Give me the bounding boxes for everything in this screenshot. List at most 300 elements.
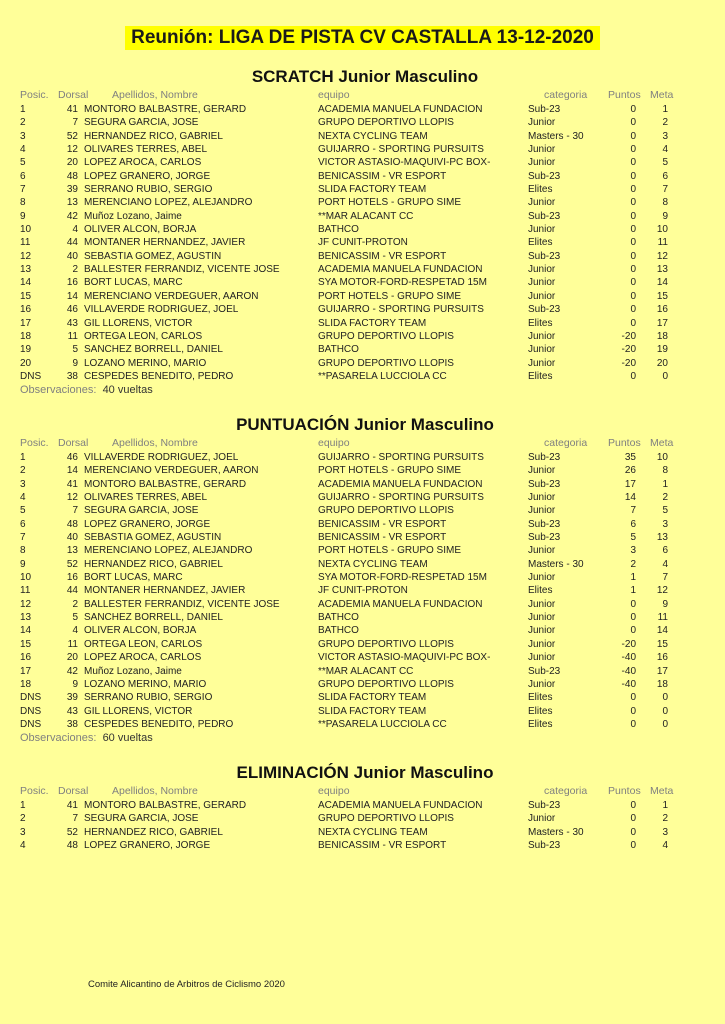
cell-pos: 3 <box>20 826 26 838</box>
cell-pos: 7 <box>20 184 26 196</box>
cell-pos: DNS <box>20 370 42 382</box>
table-row <box>20 210 710 223</box>
cell-pts: 0 <box>630 117 636 129</box>
cell-pos: 10 <box>20 224 32 236</box>
cell-meta: 19 <box>656 344 668 356</box>
cell-meta: 12 <box>656 585 668 597</box>
cell-team: SLIDA FACTORY TEAM <box>318 705 427 717</box>
cell-name: LOPEZ GRANERO, JORGE <box>84 840 211 852</box>
cell-cat: Sub-23 <box>528 518 561 530</box>
cell-team: JF CUNIT-PROTON <box>318 237 408 249</box>
cell-meta: 2 <box>662 813 668 825</box>
cell-team: SLIDA FACTORY TEAM <box>318 184 427 196</box>
cell-team: **PASARELA LUCCIOLA CC <box>318 718 447 730</box>
cell-pos: 1 <box>20 104 26 115</box>
column-header-pos: Posic. <box>20 437 49 449</box>
table-row <box>20 839 710 852</box>
cell-meta: 0 <box>662 370 668 382</box>
table-row <box>20 223 710 236</box>
cell-pos: 6 <box>20 518 26 530</box>
cell-name: BALLESTER FERRANDIZ, VICENTE JOSE <box>84 598 280 610</box>
cell-dorsal: 38 <box>66 370 78 382</box>
table-row <box>20 478 710 491</box>
cell-team: SLIDA FACTORY TEAM <box>318 692 427 704</box>
cell-pts: 0 <box>630 210 636 222</box>
cell-dorsal: 14 <box>66 465 78 477</box>
cell-name: CESPEDES BENEDITO, PEDRO <box>84 370 234 382</box>
cell-dorsal: 46 <box>66 452 78 463</box>
cell-dorsal: 41 <box>66 800 78 811</box>
section-scratch <box>20 66 710 398</box>
cell-cat: Junior <box>528 330 556 342</box>
cell-pts: 0 <box>630 130 636 142</box>
cell-team: NEXTA CYCLING TEAM <box>318 826 428 838</box>
cell-cat: Junior <box>528 357 556 369</box>
cell-meta: 16 <box>656 304 668 316</box>
cell-name: MONTORO BALBASTRE, GERARD <box>84 478 247 490</box>
cell-cat: Sub-23 <box>528 840 561 852</box>
table-row <box>20 116 710 129</box>
cell-pos: 4 <box>20 492 26 504</box>
cell-meta: 17 <box>656 665 668 677</box>
cell-meta: 5 <box>662 157 668 169</box>
table-row <box>20 236 710 249</box>
cell-meta: 9 <box>662 598 668 610</box>
column-header-team: equipo <box>318 785 350 797</box>
table-row <box>20 343 710 356</box>
column-header-pos: Posic. <box>20 89 49 101</box>
cell-dorsal: 48 <box>66 518 78 530</box>
cell-dorsal: 43 <box>66 317 78 329</box>
cell-team: GRUPO DEPORTIVO LLOPIS <box>318 505 454 517</box>
cell-cat: Elites <box>528 692 553 704</box>
cell-pos: 12 <box>20 598 32 610</box>
cell-name: LOZANO MERINO, MARIO <box>84 678 207 690</box>
cell-dorsal: 46 <box>66 304 78 316</box>
cell-name: OLIVER ALCON, BORJA <box>84 625 197 637</box>
cell-cat: Sub-23 <box>528 304 561 316</box>
title-wrap <box>0 26 725 50</box>
cell-name: MONTORO BALBASTRE, GERARD <box>84 800 247 811</box>
cell-meta: 8 <box>662 465 668 477</box>
cell-name: HERNANDEZ RICO, GABRIEL <box>84 826 223 838</box>
cell-dorsal: 41 <box>66 104 78 115</box>
cell-cat: Junior <box>528 505 556 517</box>
cell-pos: 8 <box>20 197 26 209</box>
cell-meta: 16 <box>656 652 668 664</box>
cell-cat: Junior <box>528 678 556 690</box>
column-header-team: equipo <box>318 437 350 449</box>
cell-meta: 15 <box>656 290 668 302</box>
cell-team: GUIJARRO - SPORTING PURSUITS <box>318 144 484 156</box>
cell-pos: 3 <box>20 130 26 142</box>
cell-cat: Junior <box>528 638 556 650</box>
cell-meta: 17 <box>656 317 668 329</box>
cell-team: SLIDA FACTORY TEAM <box>318 317 427 329</box>
table-row <box>20 130 710 143</box>
cell-name: LOPEZ AROCA, CARLOS <box>84 652 202 664</box>
cell-name: SEGURA GARCIA, JOSE <box>84 117 199 129</box>
table-row <box>20 665 710 678</box>
table-row <box>20 196 710 209</box>
cell-pos: 10 <box>20 572 32 584</box>
column-header-dorsal: Dorsal <box>58 89 89 101</box>
cell-meta: 10 <box>656 452 668 463</box>
cell-team: SYA MOTOR-FORD-RESPETAD 15M <box>318 277 487 289</box>
cell-meta: 7 <box>662 572 668 584</box>
table-row <box>20 451 710 464</box>
cell-pts: 0 <box>630 264 636 276</box>
table-row <box>20 357 710 370</box>
cell-name: MERENCIANO LOPEZ, ALEJANDRO <box>84 545 253 557</box>
cell-cat: Junior <box>528 612 556 624</box>
cell-pos: 9 <box>20 210 26 222</box>
cell-pos: 14 <box>20 277 32 289</box>
cell-dorsal: 39 <box>66 692 78 704</box>
cell-dorsal: 52 <box>66 826 78 838</box>
cell-dorsal: 38 <box>66 718 78 730</box>
cell-dorsal: 44 <box>66 237 78 249</box>
cell-meta: 0 <box>662 692 668 704</box>
column-header-cat: categoria <box>544 785 588 797</box>
cell-team: **MAR ALACANT CC <box>318 665 414 677</box>
cell-meta: 15 <box>656 638 668 650</box>
cell-pts: 0 <box>630 598 636 610</box>
table-row <box>20 799 710 812</box>
cell-meta: 4 <box>662 144 668 156</box>
cell-team: ACADEMIA MANUELA FUNDACION <box>318 264 483 276</box>
cell-pos: 2 <box>20 117 26 129</box>
cell-pts: 0 <box>630 277 636 289</box>
cell-name: Muñoz Lozano, Jaime <box>84 210 182 222</box>
cell-meta: 11 <box>657 237 668 249</box>
cell-team: PORT HOTELS - GRUPO SIME <box>318 197 461 209</box>
cell-pos: 19 <box>20 344 32 356</box>
cell-dorsal: 20 <box>66 652 78 664</box>
cell-meta: 13 <box>656 532 668 544</box>
cell-pos: 17 <box>20 317 32 329</box>
cell-name: LOZANO MERINO, MARIO <box>84 357 207 369</box>
cell-meta: 3 <box>662 130 668 142</box>
cell-team: PORT HOTELS - GRUPO SIME <box>318 465 461 477</box>
cell-team: GUIJARRO - SPORTING PURSUITS <box>318 492 484 504</box>
cell-name: SEGURA GARCIA, JOSE <box>84 813 199 825</box>
table-row <box>20 558 710 571</box>
cell-pos: 2 <box>20 465 26 477</box>
cell-team: BENICASSIM - VR ESPORT <box>318 518 447 530</box>
cell-cat: Elites <box>528 237 553 249</box>
cell-cat: Junior <box>528 545 556 557</box>
cell-name: SEGURA GARCIA, JOSE <box>84 505 199 517</box>
cell-team: BATHCO <box>318 625 359 637</box>
column-header-name: Apellidos, Nombre <box>112 785 198 797</box>
cell-pos: 1 <box>20 452 26 463</box>
cell-cat: Elites <box>528 370 553 382</box>
cell-name: VILLAVERDE RODRIGUEZ, JOEL <box>84 304 239 316</box>
cell-cat: Junior <box>528 652 556 664</box>
cell-cat: Sub-23 <box>528 800 561 811</box>
cell-name: BORT LUCAS, MARC <box>84 277 183 289</box>
cell-dorsal: 48 <box>66 170 78 182</box>
cell-meta: 1 <box>662 104 668 115</box>
cell-team: ACADEMIA MANUELA FUNDACION <box>318 598 483 610</box>
cell-team: BATHCO <box>318 344 359 356</box>
table-row <box>20 826 710 839</box>
cell-meta: 6 <box>662 170 668 182</box>
cell-pts: 0 <box>630 317 636 329</box>
cell-pts: 0 <box>630 826 636 838</box>
cell-pts: 6 <box>630 518 636 530</box>
cell-pos: 13 <box>20 612 32 624</box>
cell-name: LOPEZ AROCA, CARLOS <box>84 157 202 169</box>
column-header-dorsal: Dorsal <box>58 785 89 797</box>
cell-cat: Junior <box>528 224 556 236</box>
column-header-pos: Posic. <box>20 785 49 797</box>
cell-name: MERENCIANO VERDEGUER, AARON <box>84 290 259 302</box>
cell-name: SERRANO RUBIO, SERGIO <box>84 692 213 704</box>
table-row <box>20 584 710 597</box>
cell-dorsal: 13 <box>66 197 78 209</box>
table-row <box>20 330 710 343</box>
cell-pts: 0 <box>630 184 636 196</box>
cell-pos: 13 <box>20 264 32 276</box>
cell-meta: 11 <box>657 612 668 624</box>
cell-pts: 2 <box>630 558 636 570</box>
cell-pos: 16 <box>20 304 32 316</box>
cell-team: NEXTA CYCLING TEAM <box>318 558 428 570</box>
cell-dorsal: 44 <box>66 585 78 597</box>
column-header-meta: Meta <box>650 89 674 101</box>
cell-dorsal: 9 <box>72 678 78 690</box>
table-row <box>20 504 710 517</box>
table-row <box>20 317 710 330</box>
cell-dorsal: 52 <box>66 558 78 570</box>
cell-pts: 0 <box>630 625 636 637</box>
cell-meta: 2 <box>662 117 668 129</box>
cell-cat: Junior <box>528 144 556 156</box>
column-header-pts: Puntos <box>608 437 641 449</box>
cell-pts: 0 <box>630 224 636 236</box>
cell-dorsal: 7 <box>72 505 78 517</box>
cell-pts: 0 <box>630 290 636 302</box>
cell-cat: Junior <box>528 572 556 584</box>
cell-meta: 3 <box>662 518 668 530</box>
table-header <box>20 436 710 451</box>
cell-pts: 26 <box>624 465 636 477</box>
cell-name: LOPEZ GRANERO, JORGE <box>84 170 211 182</box>
cell-pos: 15 <box>20 290 32 302</box>
cell-meta: 0 <box>662 718 668 730</box>
cell-team: BENICASSIM - VR ESPORT <box>318 170 447 182</box>
cell-dorsal: 42 <box>66 665 78 677</box>
cell-name: CESPEDES BENEDITO, PEDRO <box>84 718 234 730</box>
cell-name: GIL LLORENS, VICTOR <box>84 705 193 717</box>
footer-text: Comite Alicantino de Arbitros de Ciclismo 2020 <box>88 979 285 990</box>
table-row <box>20 651 710 664</box>
cell-cat: Elites <box>528 317 553 329</box>
cell-team: VICTOR ASTASIO-MAQUIVI-PC BOX- <box>318 652 491 664</box>
table-row <box>20 678 710 691</box>
cell-name: ORTEGA LEON, CARLOS <box>84 330 203 342</box>
cell-name: Muñoz Lozano, Jaime <box>84 665 182 677</box>
cell-dorsal: 2 <box>72 598 78 610</box>
table-row <box>20 263 710 276</box>
cell-dorsal: 42 <box>66 210 78 222</box>
section-title: ELIMINACIÓN Junior Masculino <box>236 763 494 782</box>
cell-dorsal: 16 <box>66 572 78 584</box>
cell-pos: 11 <box>20 585 31 597</box>
observaciones <box>20 731 710 746</box>
table-header <box>20 784 710 799</box>
section-title: PUNTUACIÓN Junior Masculino <box>236 415 494 434</box>
cell-dorsal: 11 <box>67 330 78 342</box>
table-row <box>20 598 710 611</box>
cell-meta: 7 <box>662 184 668 196</box>
cell-cat: Sub-23 <box>528 532 561 544</box>
cell-pos: 12 <box>20 250 32 262</box>
cell-pos: 18 <box>20 678 32 690</box>
cell-team: BENICASSIM - VR ESPORT <box>318 532 447 544</box>
table-row <box>20 491 710 504</box>
cell-meta: 20 <box>656 357 668 369</box>
cell-cat: Sub-23 <box>528 452 561 463</box>
cell-name: OLIVARES TERRES, ABEL <box>84 492 208 504</box>
cell-meta: 3 <box>662 826 668 838</box>
cell-name: MERENCIANO VERDEGUER, AARON <box>84 465 259 477</box>
cell-meta: 1 <box>662 478 668 490</box>
cell-team: BATHCO <box>318 612 359 624</box>
cell-pts: -20 <box>621 357 636 369</box>
cell-meta: 0 <box>662 705 668 717</box>
table-row <box>20 370 710 383</box>
cell-cat: Sub-23 <box>528 478 561 490</box>
cell-team: SYA MOTOR-FORD-RESPETAD 15M <box>318 572 487 584</box>
cell-pts: 0 <box>630 197 636 209</box>
cell-pos: 5 <box>20 505 26 517</box>
cell-pts: 0 <box>630 705 636 717</box>
cell-dorsal: 14 <box>66 290 78 302</box>
cell-cat: Junior <box>528 465 556 477</box>
cell-name: SERRANO RUBIO, SERGIO <box>84 184 213 196</box>
cell-meta: 2 <box>662 492 668 504</box>
cell-name: ORTEGA LEON, CARLOS <box>84 638 203 650</box>
cell-dorsal: 11 <box>67 638 78 650</box>
cell-dorsal: 41 <box>66 478 78 490</box>
cell-pts: 0 <box>630 250 636 262</box>
cell-team: GRUPO DEPORTIVO LLOPIS <box>318 678 454 690</box>
cell-dorsal: 40 <box>66 532 78 544</box>
table-row <box>20 183 710 196</box>
table-row <box>20 611 710 624</box>
cell-pts: 14 <box>624 492 636 504</box>
cell-pts: 0 <box>630 692 636 704</box>
cell-pos: DNS <box>20 718 42 730</box>
table-header <box>20 88 710 103</box>
cell-dorsal: 20 <box>66 157 78 169</box>
cell-pos: 18 <box>20 330 32 342</box>
column-header-meta: Meta <box>650 785 674 797</box>
cell-dorsal: 4 <box>72 224 78 236</box>
cell-pos: 3 <box>20 478 26 490</box>
cell-pos: 20 <box>20 357 32 369</box>
observaciones <box>20 383 710 398</box>
cell-dorsal: 12 <box>66 144 78 156</box>
table-row <box>20 624 710 637</box>
cell-meta: 12 <box>656 250 668 262</box>
cell-name: OLIVER ALCON, BORJA <box>84 224 197 236</box>
cell-cat: Junior <box>528 625 556 637</box>
cell-team: GRUPO DEPORTIVO LLOPIS <box>318 330 454 342</box>
cell-pos: 4 <box>20 840 26 852</box>
cell-cat: Junior <box>528 157 556 169</box>
cell-team: GUIJARRO - SPORTING PURSUITS <box>318 452 484 463</box>
table-row <box>20 290 710 303</box>
cell-name: SANCHEZ BORRELL, DANIEL <box>84 612 223 624</box>
cell-cat: Masters - 30 <box>528 130 584 142</box>
cell-team: PORT HOTELS - GRUPO SIME <box>318 545 461 557</box>
cell-team: BENICASSIM - VR ESPORT <box>318 250 447 262</box>
cell-meta: 6 <box>662 545 668 557</box>
cell-dorsal: 48 <box>66 840 78 852</box>
cell-meta: 1 <box>662 800 668 811</box>
cell-cat: Junior <box>528 264 556 276</box>
cell-team: GRUPO DEPORTIVO LLOPIS <box>318 813 454 825</box>
cell-pts: 17 <box>624 478 636 490</box>
cell-cat: Elites <box>528 184 553 196</box>
cell-meta: 5 <box>662 505 668 517</box>
cell-pts: 0 <box>630 157 636 169</box>
cell-pts: 0 <box>630 170 636 182</box>
column-header-meta: Meta <box>650 437 674 449</box>
table-row <box>20 170 710 183</box>
cell-cat: Junior <box>528 197 556 209</box>
cell-name: SANCHEZ BORRELL, DANIEL <box>84 344 223 356</box>
section-puntuacion <box>20 414 710 746</box>
table-row <box>20 143 710 156</box>
cell-pos: 1 <box>20 800 26 811</box>
cell-cat: Sub-23 <box>528 665 561 677</box>
table-row <box>20 812 710 825</box>
cell-pts: 3 <box>630 545 636 557</box>
cell-meta: 13 <box>656 264 668 276</box>
cell-pos: 6 <box>20 170 26 182</box>
cell-team: GRUPO DEPORTIVO LLOPIS <box>318 357 454 369</box>
cell-dorsal: 12 <box>66 492 78 504</box>
section-title: SCRATCH Junior Masculino <box>251 67 479 86</box>
table-row <box>20 718 710 731</box>
cell-dorsal: 5 <box>72 344 78 356</box>
cell-pos: 4 <box>20 144 26 156</box>
cell-name: HERNANDEZ RICO, GABRIEL <box>84 558 223 570</box>
cell-cat: Junior <box>528 492 556 504</box>
table-row <box>20 705 710 718</box>
cell-team: ACADEMIA MANUELA FUNDACION <box>318 800 483 811</box>
cell-pos: 16 <box>20 652 32 664</box>
column-header-dorsal: Dorsal <box>58 437 89 449</box>
cell-pos: 14 <box>20 625 32 637</box>
cell-name: MONTANER HERNANDEZ, JAVIER <box>84 585 246 597</box>
observaciones-label: Observaciones: <box>20 732 97 745</box>
cell-pos: 7 <box>20 532 26 544</box>
cell-cat: Sub-23 <box>528 210 561 222</box>
table-row <box>20 531 710 544</box>
cell-pts: 5 <box>630 532 636 544</box>
cell-dorsal: 43 <box>66 705 78 717</box>
table-row <box>20 276 710 289</box>
cell-team: ACADEMIA MANUELA FUNDACION <box>318 104 483 115</box>
cell-pts: -40 <box>621 665 636 677</box>
cell-name: BORT LUCAS, MARC <box>84 572 183 584</box>
